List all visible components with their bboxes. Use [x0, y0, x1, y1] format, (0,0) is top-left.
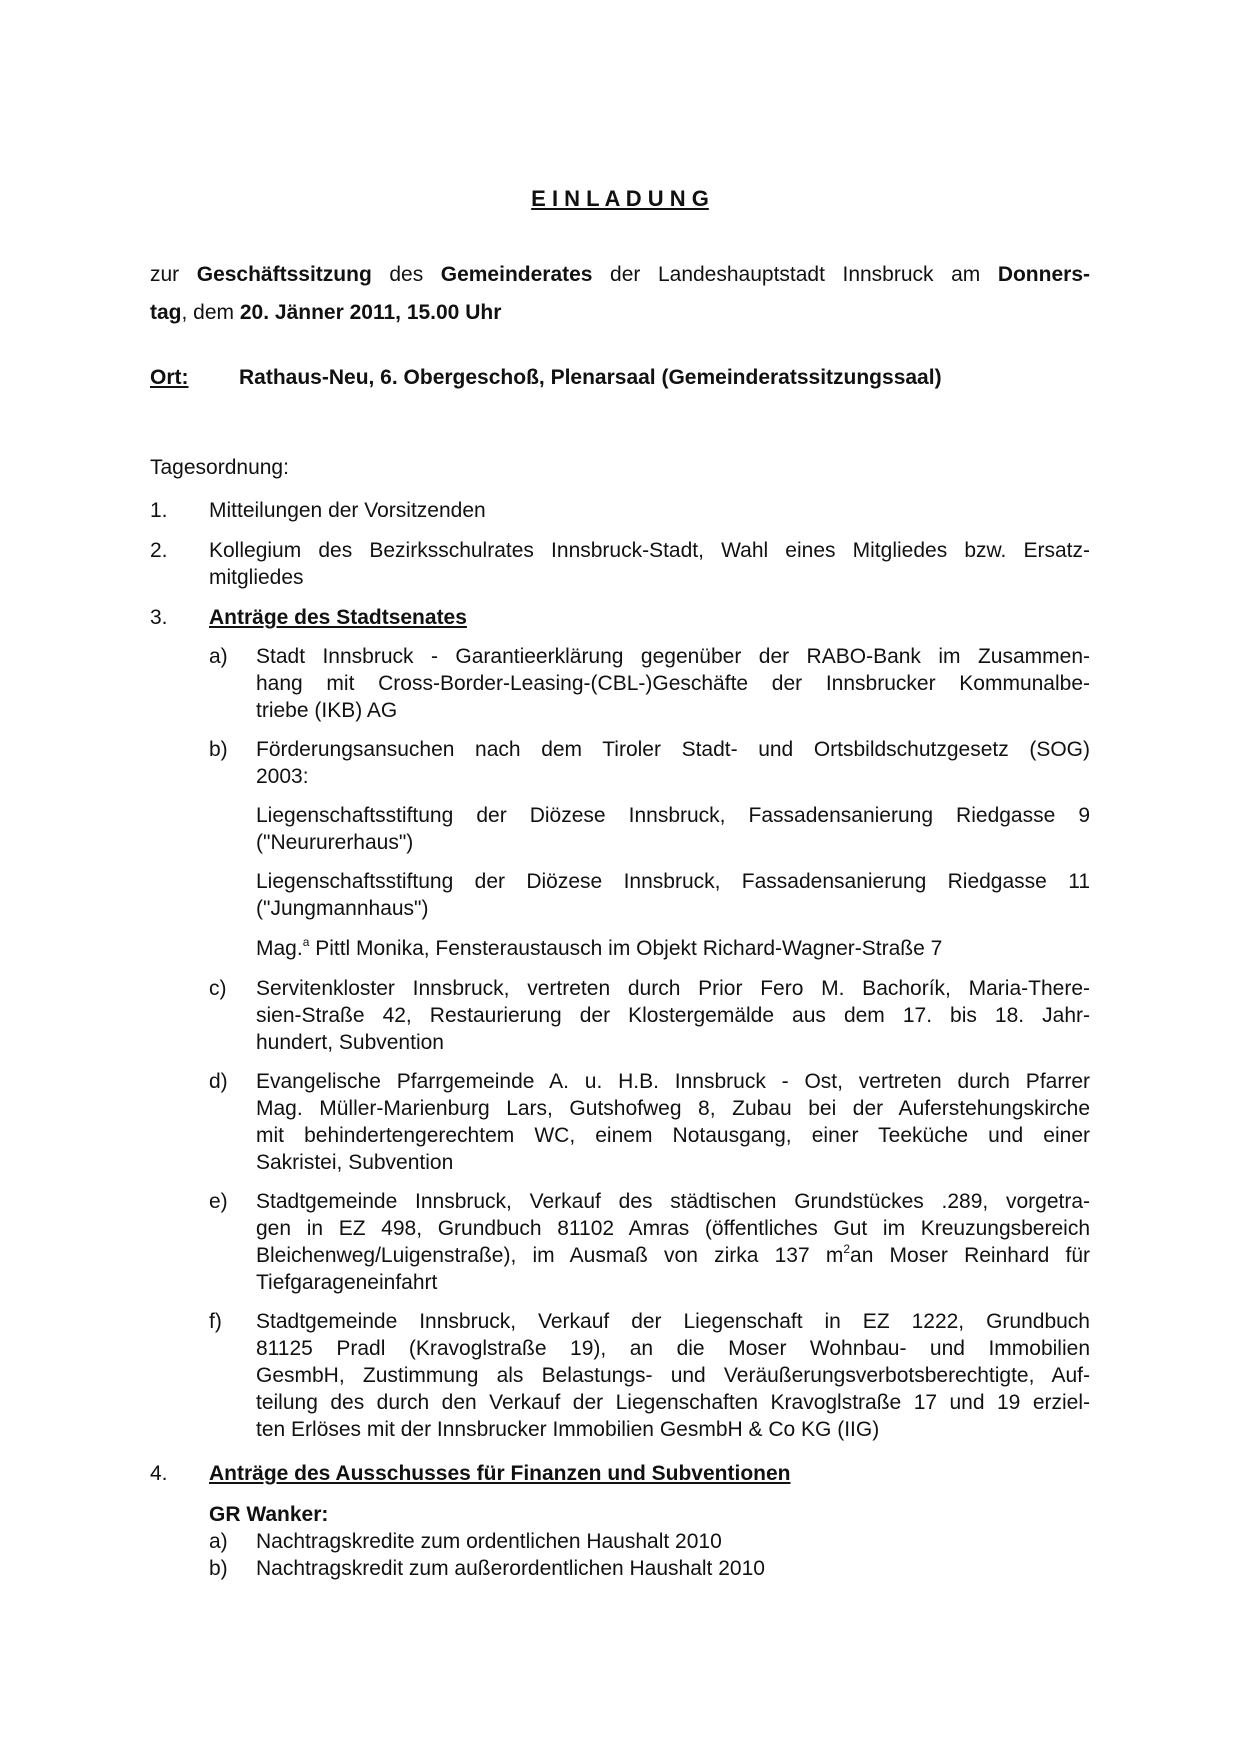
intro-line-2 [150, 294, 1090, 332]
text-line: 2003: [256, 765, 309, 788]
sub-letter: f) [209, 1310, 222, 1333]
superscript: 2 [843, 1242, 851, 1256]
sub-text [256, 1308, 1090, 1443]
sub-letter: a) [209, 1530, 228, 1553]
sub-text [256, 643, 1090, 724]
agenda-heading: Tagesordnung: [150, 456, 289, 479]
intro-line-1 [150, 256, 1090, 294]
text-line: Mag. Müller-Marienburg Lars, Gutshofweg 8, Zubau bei der Auferstehungskirche [256, 1097, 1090, 1120]
sub-text [256, 868, 1090, 922]
sub-text: Nachtragskredit zum außerordentlichen Haushalt 2010 [256, 1557, 765, 1580]
speaker-name: GR Wanker: [209, 1503, 329, 1526]
text-line: ("Neururerhaus") [256, 831, 414, 854]
intro-text: des [371, 263, 441, 286]
item-number: 1. [150, 499, 168, 522]
intro-paragraph [150, 256, 1090, 332]
item-number: 2. [150, 539, 168, 562]
text-line: Liegenschaftsstiftung der Diözese Innsbruck, Fassadensanierung Riedgasse 9 [256, 804, 1090, 827]
sub-text [256, 975, 1090, 1056]
sub-text [256, 736, 1090, 790]
sub-text [256, 935, 1090, 962]
location-line [150, 366, 1090, 390]
text-line: triebe (IKB) AG [256, 699, 398, 722]
location-value: Rathaus-Neu, 6. Obergeschoß, Plenarsaal (Gemeinderatssitzungssaal) [239, 366, 942, 389]
text-line: Stadt Innsbruck - Garantieerklärung gegenüber der RABO-Bank im Zusammen- [256, 645, 1090, 668]
sub-letter: b) [209, 738, 228, 761]
text-line: hundert, Subvention [256, 1031, 444, 1054]
text-line: 81125 Pradl (Kravoglstraße 19), an die Moser Wohnbau- und Immobilien [256, 1337, 1090, 1360]
item-heading: Anträge des Stadtsenates [209, 606, 467, 629]
sub-text [256, 1188, 1090, 1296]
item-number: 3. [150, 606, 168, 629]
text-line: ten Erlöses mit der Innsbrucker Immobilien GesmbH & Co KG (IIG) [256, 1418, 880, 1441]
sub-text [256, 1068, 1090, 1176]
sub-letter: d) [209, 1070, 228, 1093]
text-line: Servitenkloster Innsbruck, vertreten durch Prior Fero M. Bachorík, Maria-There- [256, 977, 1090, 1000]
text-line: mitgliedes [209, 566, 304, 589]
sub-letter: b) [209, 1557, 228, 1580]
location-label: Ort: [150, 366, 189, 389]
text-fragment: Mag. [256, 937, 303, 960]
text-line: hang mit Cross-Border-Leasing-(CBL-)Geschäfte der Innsbrucker Kommunalbe- [256, 672, 1090, 695]
text-fragment: Bleichenweg/Luigenstraße), im Ausmaß von zirka 137 m [256, 1244, 844, 1267]
text-line: Stadtgemeinde Innsbruck, Verkauf der Liegenschaft in EZ 1222, Grundbuch [256, 1310, 1090, 1333]
text-fragment: an Moser Reinhard für [850, 1244, 1090, 1267]
sub-letter: c) [209, 977, 227, 1000]
text-line: Sakristei, Subvention [256, 1151, 454, 1174]
sub-letter: e) [209, 1190, 228, 1213]
intro-bold: tag [150, 301, 182, 324]
sub-text [256, 802, 1090, 856]
text-line: ("Jungmannhaus") [256, 897, 429, 920]
text-fragment: Pittl Monika, Fensteraustausch im Objekt Richard-Wagner-Straße 7 [309, 937, 943, 960]
text-line: teilung des durch den Verkauf der Liegenschaften Kravoglstraße 17 und 19 erziel- [256, 1391, 1090, 1414]
superscript: a [302, 935, 310, 949]
text-line: Evangelische Pfarrgemeinde A. u. H.B. Innsbruck - Ost, vertreten durch Pfarrer [256, 1070, 1090, 1093]
sub-letter: a) [209, 645, 228, 668]
text-line: Tiefgarageneinfahrt [256, 1271, 438, 1294]
item-number: 4. [150, 1462, 168, 1485]
document-title: E I N L A D U N G [531, 186, 709, 211]
intro-bold: Donners- [997, 263, 1090, 286]
text-line: Liegenschaftsstiftung der Diözese Innsbruck, Fassadensanierung Riedgasse 11 [256, 870, 1090, 893]
text-line: Förderungsansuchen nach dem Tiroler Stadt- und Ortsbildschutzgesetz (SOG) [256, 738, 1090, 761]
intro-text: , dem [181, 301, 240, 324]
item-text [209, 537, 1090, 591]
meeting-datetime: 20. Jänner 2011, 15.00 Uhr [239, 301, 502, 324]
text-line: Kollegium des Bezirksschulrates Innsbruck-Stadt, Wahl eines Mitgliedes bzw. Ersatz- [209, 539, 1090, 562]
intro-bold: Geschäftssitzung [196, 263, 372, 286]
intro-text: zur [150, 263, 197, 286]
intro-bold: Gemeinderates [440, 263, 593, 286]
text-line: sien-Straße 42, Restaurierung der Klostergemälde aus dem 17. bis 18. Jahr- [256, 1004, 1090, 1027]
item-heading: Anträge des Ausschusses für Finanzen und Subventionen [209, 1462, 791, 1485]
sub-text: Nachtragskredite zum ordentlichen Haushalt 2010 [256, 1530, 722, 1553]
intro-text: der Landeshauptstadt Innsbruck am [592, 263, 998, 286]
text-line: mit behindertengerechtem WC, einem Notausgang, einer Teeküche und einer [256, 1124, 1090, 1147]
text-line: gen in EZ 498, Grundbuch 81102 Amras (öffentliches Gut im Kreuzungsbereich [256, 1217, 1090, 1240]
text-line: Stadtgemeinde Innsbruck, Verkauf des städtischen Grundstückes .289, vorgetra- [256, 1190, 1090, 1213]
text-line [256, 1242, 1090, 1269]
item-text: Mitteilungen der Vorsitzenden [209, 499, 486, 522]
text-line: GesmbH, Zustimmung als Belastungs- und Veräußerungsverbotsberechtigte, Auf- [256, 1364, 1090, 1387]
